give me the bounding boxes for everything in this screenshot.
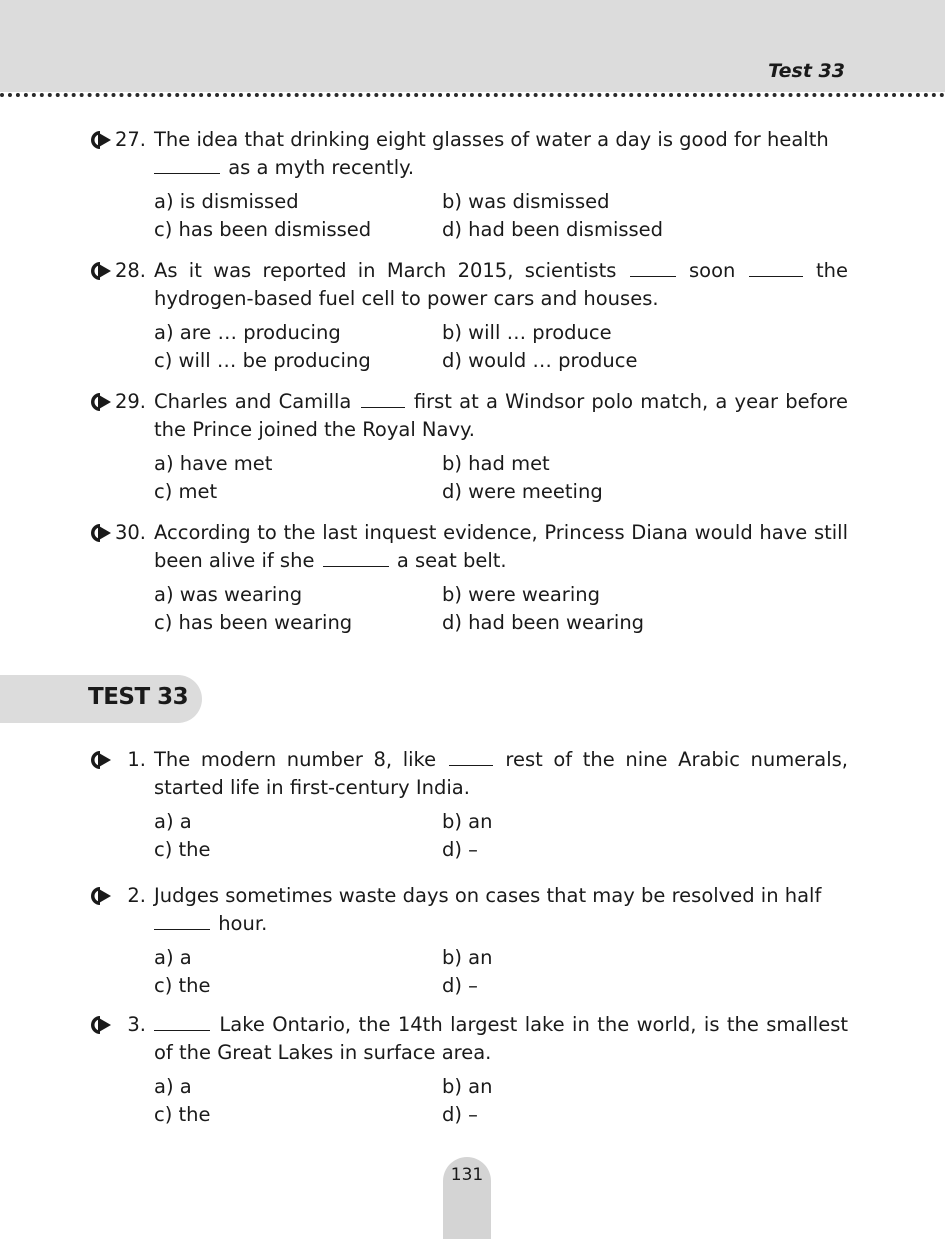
section-title: TEST 33: [88, 684, 189, 710]
question-stem: Judges sometimes waste days on cases that may be resolved in half hour.: [154, 884, 822, 935]
question-27: [88, 126, 848, 244]
question-stem: Lake Ontario, the 14th largest lake in the world, is the smallest of the Great Lakes in surface area.: [154, 1013, 849, 1064]
question-number: 3.: [127, 1013, 146, 1036]
question-number: 27.: [114, 128, 146, 151]
option-a[interactable]: a) have met: [154, 452, 273, 475]
option-c[interactable]: c) will … be producing: [154, 349, 371, 372]
option-b[interactable]: b) was dismissed: [442, 190, 610, 213]
options-grid: [154, 581, 848, 637]
question-number: 1.: [127, 748, 146, 771]
question-number: 30.: [114, 521, 146, 544]
answer-blank: [361, 389, 405, 408]
option-b[interactable]: b) will … produce: [442, 321, 612, 344]
question-stem: As it was reported in March 2015, scientists soon the hydrogen-based fuel cell to power cars and houses.: [154, 259, 849, 310]
option-a[interactable]: a) a: [154, 946, 192, 969]
running-header-title: Test 33: [768, 60, 845, 82]
options-grid: [154, 319, 848, 375]
question-3: [88, 1011, 848, 1129]
options-grid: [154, 188, 848, 244]
option-c[interactable]: c) has been dismissed: [154, 218, 372, 241]
answer-blank: [154, 911, 210, 930]
option-a[interactable]: a) a: [154, 1075, 192, 1098]
answer-blank: [449, 747, 493, 766]
answer-blank: [154, 1012, 210, 1031]
question-stem: According to the last inquest evidence, Princess Diana would have still been alive if she a seat belt.: [154, 521, 848, 572]
answer-blank: [630, 258, 676, 277]
option-b[interactable]: b) an: [442, 946, 493, 969]
option-a[interactable]: a) a: [154, 810, 192, 833]
options-grid: [154, 450, 848, 506]
option-d[interactable]: d) were meeting: [442, 480, 603, 503]
question-1: [88, 746, 848, 864]
question-stem: The idea that drinking eight glasses of water a day is good for health as a myth recently.: [154, 128, 829, 179]
question-29: [88, 388, 848, 506]
option-c[interactable]: c) met: [154, 480, 218, 503]
options-grid: [154, 944, 848, 1000]
option-d[interactable]: d) had been dismissed: [442, 218, 664, 241]
option-d[interactable]: d) –: [442, 974, 478, 997]
dotted-divider: [0, 93, 945, 97]
answer-blank: [323, 548, 389, 567]
question-2: [88, 882, 848, 1000]
option-d[interactable]: d) –: [442, 1103, 478, 1126]
option-d[interactable]: d) had been wearing: [442, 611, 645, 634]
option-c[interactable]: c) has been wearing: [154, 611, 353, 634]
page-number: 131: [450, 1165, 484, 1185]
question-number: 28.: [114, 259, 146, 282]
option-a[interactable]: a) was wearing: [154, 583, 303, 606]
question-number: 29.: [114, 390, 146, 413]
option-b[interactable]: b) had met: [442, 452, 550, 475]
option-a[interactable]: a) are … producing: [154, 321, 341, 344]
option-a[interactable]: a) is dismissed: [154, 190, 299, 213]
question-stem: Charles and Camilla first at a Windsor polo match, a year before the Prince joined the Royal Navy.: [154, 390, 848, 441]
options-grid: [154, 808, 848, 864]
option-c[interactable]: c) the: [154, 838, 211, 861]
options-grid: [154, 1073, 848, 1129]
option-d[interactable]: d) –: [442, 838, 478, 861]
option-d[interactable]: d) would … produce: [442, 349, 638, 372]
answer-blank: [154, 155, 220, 174]
question-28: [88, 257, 848, 375]
option-b[interactable]: b) were wearing: [442, 583, 600, 606]
option-b[interactable]: b) an: [442, 1075, 493, 1098]
question-number: 2.: [127, 884, 146, 907]
question-stem: The modern number 8, like rest of the nine Arabic numerals, started life in first-century India.: [154, 748, 848, 799]
option-c[interactable]: c) the: [154, 1103, 211, 1126]
answer-blank: [749, 258, 803, 277]
option-c[interactable]: c) the: [154, 974, 211, 997]
question-30: [88, 519, 848, 637]
option-b[interactable]: b) an: [442, 810, 493, 833]
